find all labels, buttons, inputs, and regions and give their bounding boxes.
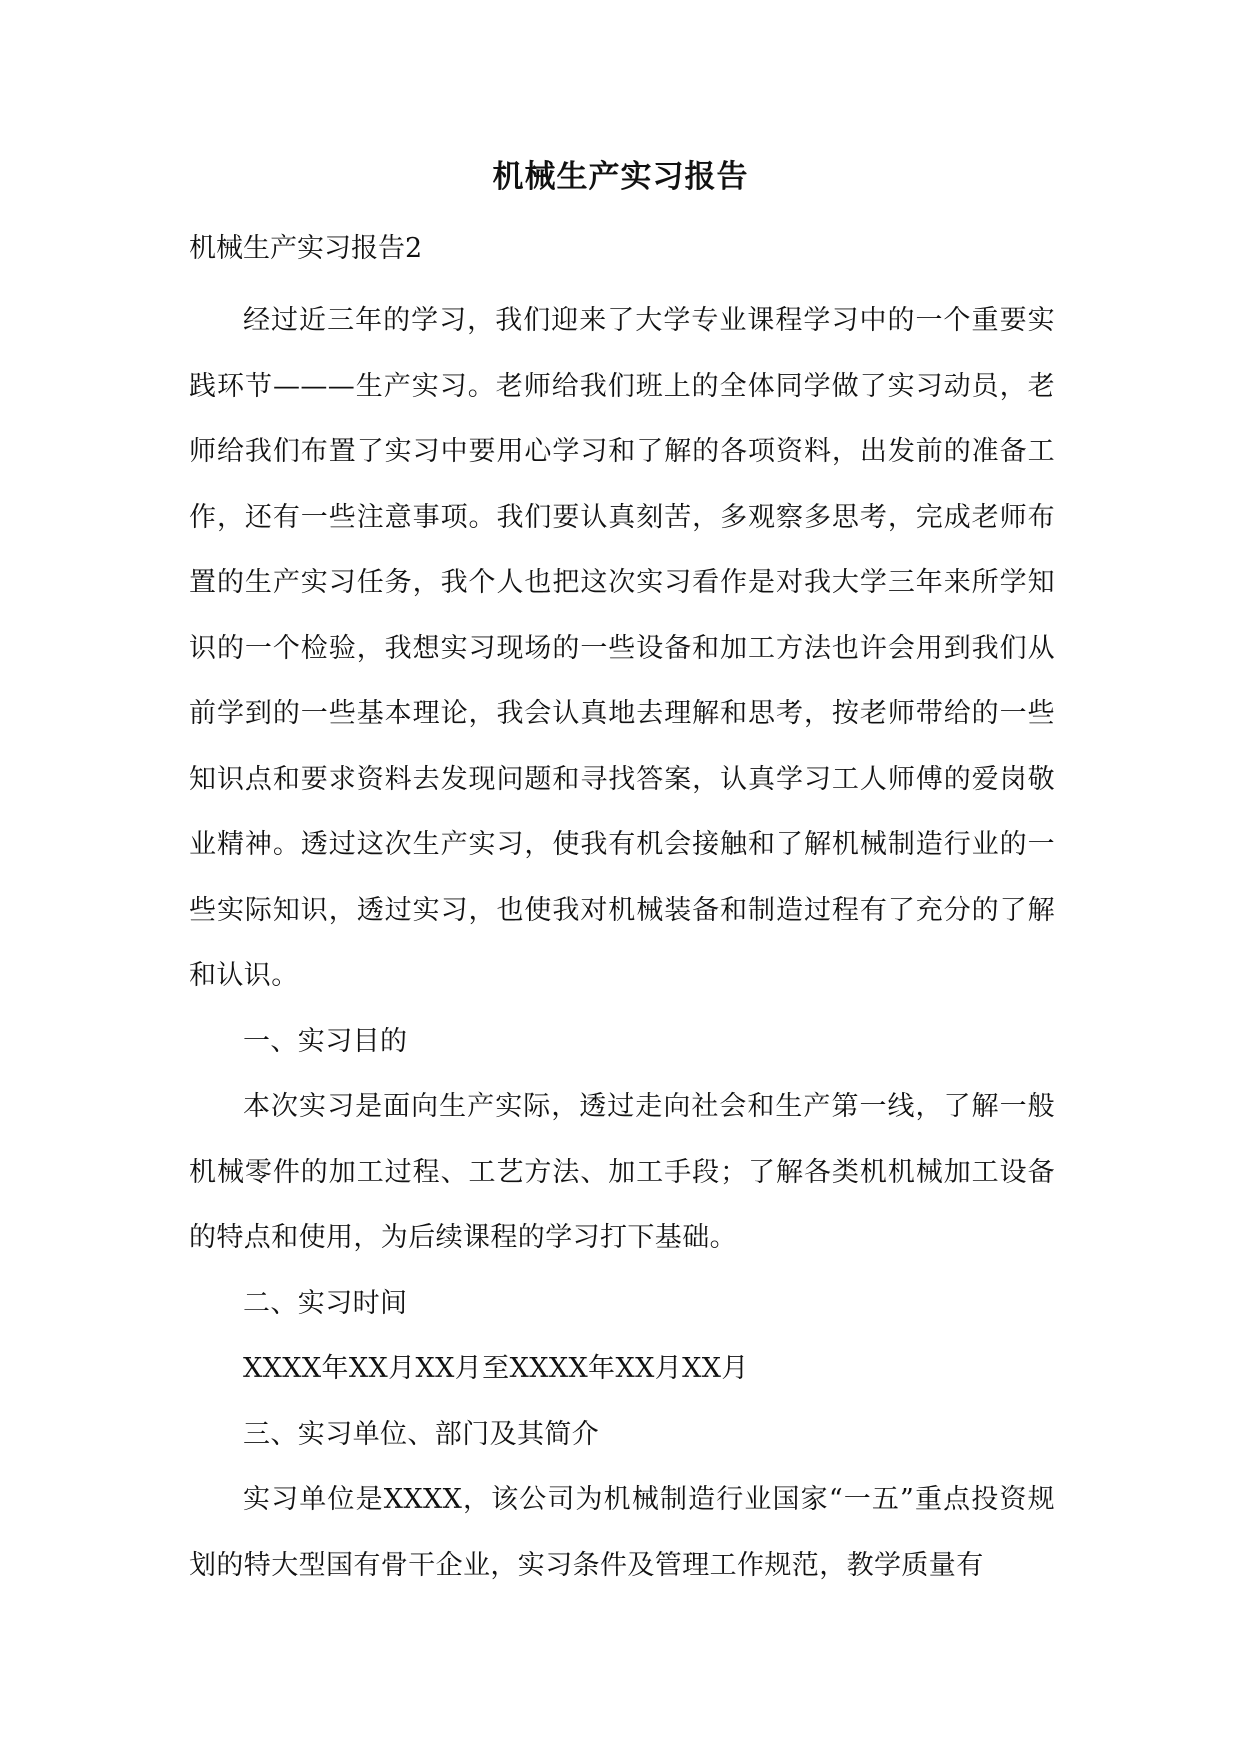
paragraph-purpose: 本次实习是面向生产实际，透过走向社会和生产第一线，了解一般机械零件的加工过程、工艺方法、加工手段；了解各类机机械加工设备的特点和使用，为后续课程的学习打下基础。 [189, 1091, 1055, 1253]
section-heading-unit: 三、实习单位、部门及其简介 [243, 1418, 600, 1450]
document-body [189, 288, 1055, 1598]
paragraph-time: XXXX年XX月XX月至XXXX年XX月XX月 [243, 1353, 749, 1384]
document-title: 机械生产实习报告 [492, 159, 749, 195]
paragraph-intro: 经过近三年的学习，我们迎来了大学专业课程学习中的一个重要实践环节———生产实习。老师给我们班上的全体同学做了实习动员，老师给我们布置了实习中要用心学习和了解的各项资料，出发前的准备工作，还有一些注意事项。我们要认真刻苦，多观察多思考，完成老师布置的生产实习任务，我个人也把这次实习看作是对我大学三年来所学知识的一个检验，我想实习现场的一些设备和加工方法也许会用到我们从前学到的一些基本理论，我会认真地去理解和思考，按老师带给的一些知识点和要求资料去发现问题和寻找答案，认真学习工人师傅的爱岗敬业精神。透过这次生产实习，使我有机会接触和了解机械制造行业的一些实际知识，透过实习，也使我对机械装备和制造过程有了充分的了解和认识。 [189, 305, 1055, 991]
document-subtitle: 机械生产实习报告2 [189, 233, 423, 264]
section-heading-time: 二、实习时间 [243, 1287, 408, 1319]
section-heading-purpose: 一、实习目的 [243, 1025, 408, 1057]
paragraph-unit: 实习单位是XXXX，该公司为机械制造行业国家“一五”重点投资规划的特大型国有骨干企业，实习条件及管理工作规范，教学质量有 [189, 1484, 1055, 1581]
